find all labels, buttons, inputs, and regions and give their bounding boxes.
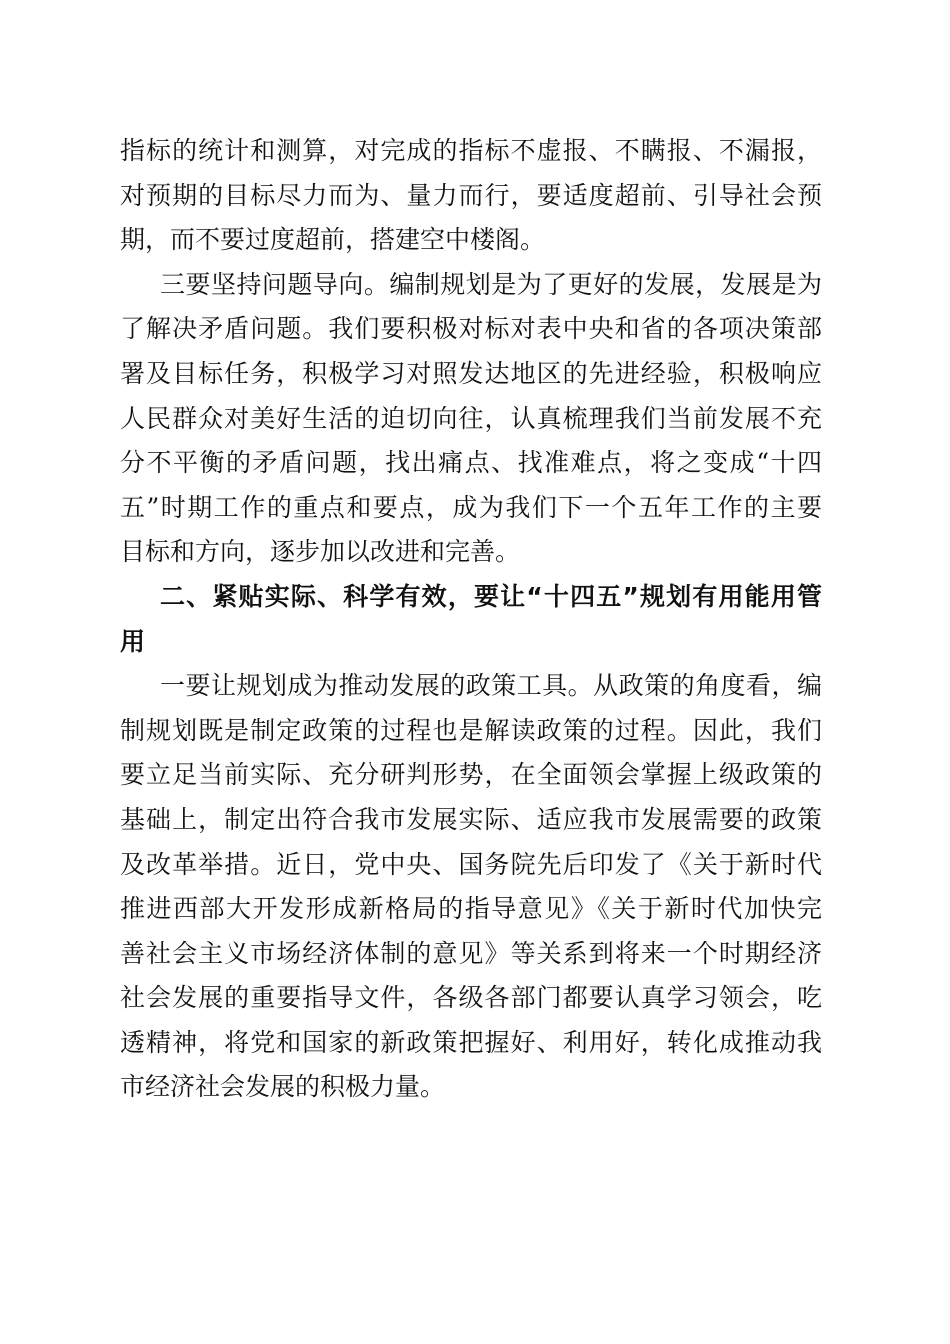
text-line: 社会发展的重要指导文件，各级各部门都要认真学习领会，吃: [120, 983, 822, 1013]
paragraph-policy-tool: [120, 664, 822, 1110]
text-line: 目标和方向，逐步加以改进和完善。: [120, 537, 521, 567]
paragraph-continuation: [120, 129, 822, 263]
text-line: 制规划既是制定政策的过程也是解读政策的过程。因此，我们: [120, 715, 822, 745]
heading-line: 二、紧贴实际、科学有效，要让“十四五”规划有用能用管: [160, 581, 822, 611]
text-line: 五”时期工作的重点和要点，成为我们下一个五年工作的主要: [120, 492, 822, 522]
text-line: 分不平衡的矛盾问题，找出痛点、找准难点，将之变成“十四: [120, 448, 822, 478]
text-line: 一要让规划成为推动发展的政策工具。从政策的角度看，编: [160, 671, 822, 701]
text-line: 基础上，制定出符合我市发展实际、适应我市发展需要的政策: [120, 804, 822, 834]
text-line: 署及目标任务，积极学习对照发达地区的先进经验，积极响应: [120, 358, 822, 388]
text-line: 期，而不要过度超前，搭建空中楼阁。: [120, 225, 546, 255]
text-line: 透精神，将党和国家的新政策把握好、利用好，转化成推动我: [120, 1027, 822, 1057]
text-line: 善社会主义市场经济体制的意见》等关系到将来一个时期经济: [120, 938, 822, 968]
text-line: 市经济社会发展的积极力量。: [120, 1072, 446, 1102]
heading-line: 用: [120, 626, 146, 656]
text-line: 推进西部大开发形成新格局的指导意见》《关于新时代加快完: [120, 894, 822, 924]
text-line: 人民群众对美好生活的迫切向往，认真梳理我们当前发展不充: [120, 403, 822, 433]
text-line: 指标的统计和测算，对完成的指标不虚报、不瞒报、不漏报，: [120, 136, 822, 165]
text-line: 对预期的目标尽力而为、量力而行，要适度超前、引导社会预: [120, 180, 822, 210]
text-line: 了解决矛盾问题。我们要积极对标对表中央和省的各项决策部: [120, 314, 822, 344]
text-line: 及改革举措。近日，党中央、国务院先后印发了《关于新时代: [120, 849, 822, 879]
paragraph-problem-orientation: [120, 263, 822, 575]
section-heading: [120, 575, 822, 664]
text-line: 三要坚持问题导向。编制规划是为了更好的发展，发展是为: [160, 269, 822, 299]
text-line: 要立足当前实际、充分研判形势，在全面领会掌握上级政策的: [120, 760, 822, 790]
document-body: [120, 129, 822, 1110]
